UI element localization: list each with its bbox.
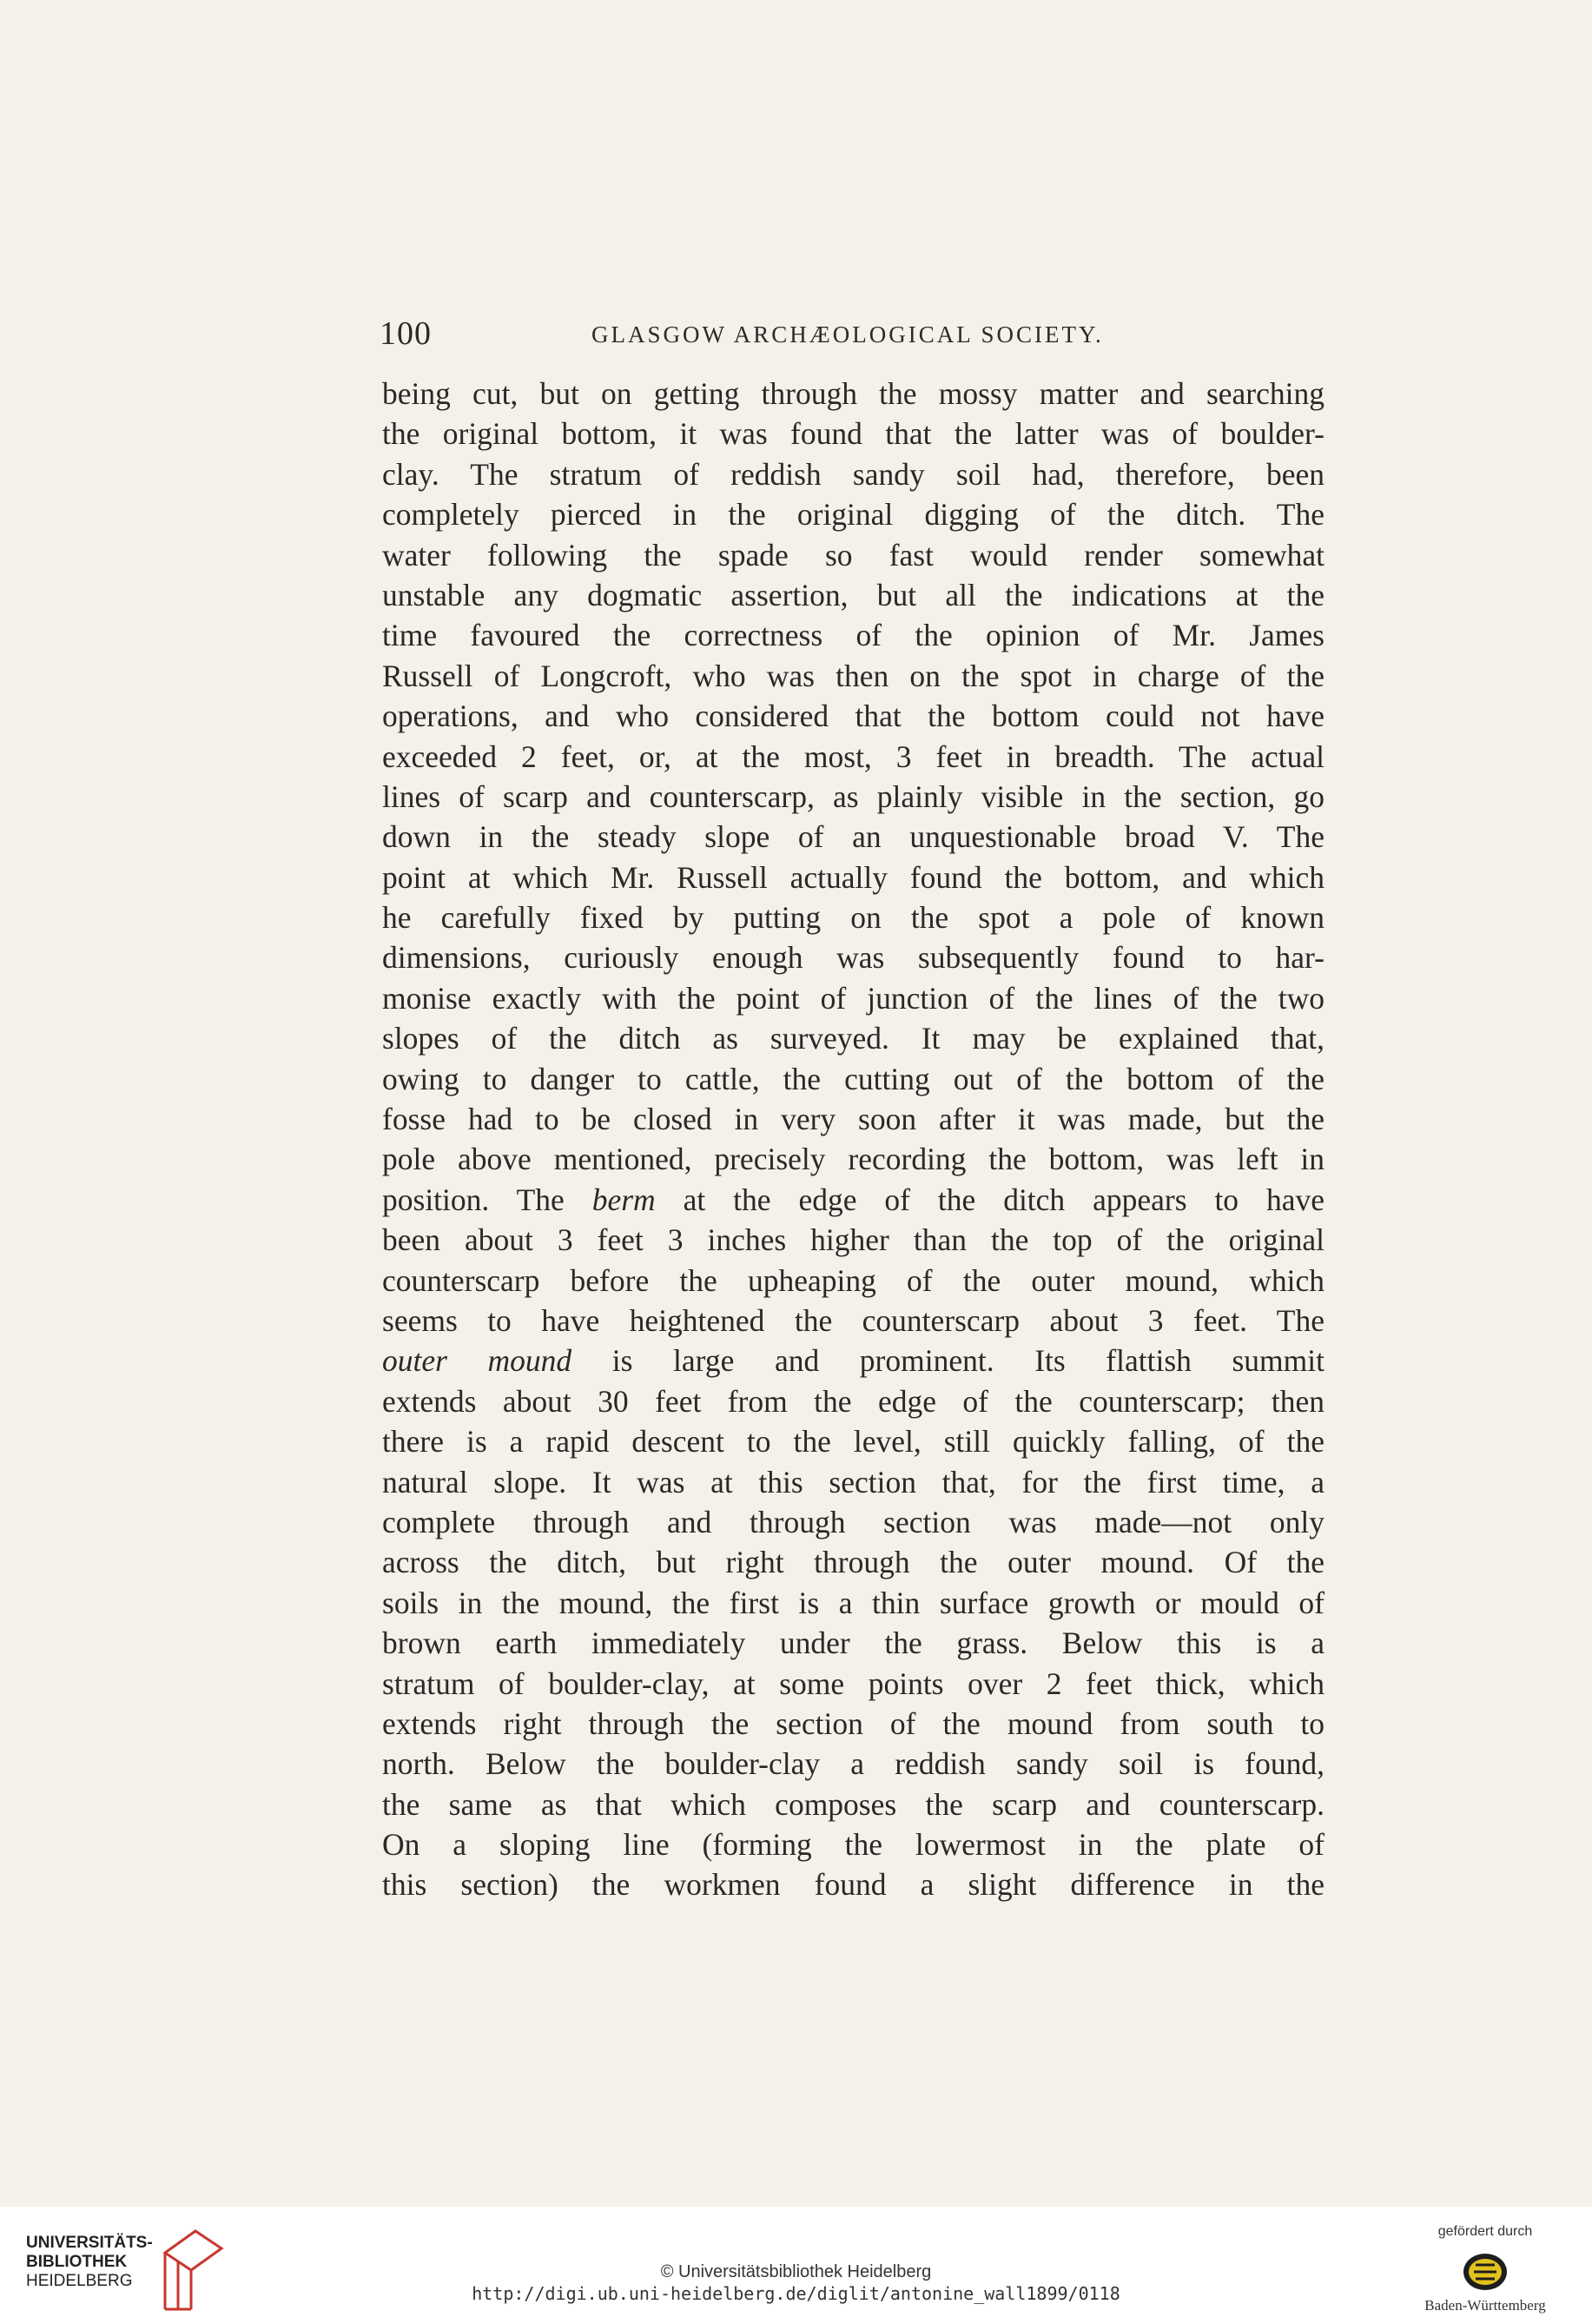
funder-name: Baden-Württemberg [1424,2297,1546,2314]
text-segment: at the edge of the ditch appears to have [683,1182,1324,1217]
copyright-notice: © Universitätsbibliothek Heidelberg [660,2262,932,2281]
text-line: pole above mentioned, precisely recording the bottom, was left in [382,1142,1324,1177]
text-line: the original bottom, it was found that the latter was of boulder- [382,416,1324,452]
text-segment: position. The [382,1182,565,1217]
text-line: down in the steady slope of an unquestionable broad V. The [382,819,1324,855]
text-line: the same as that which composes the scarp and counterscarp. [382,1786,1324,1822]
text-line: stratum of boulder-clay, at some points over 2 feet thick, which [382,1665,1324,1701]
text-line: lines of scarp and counterscarp, as plainly visible in the section, go [382,778,1324,814]
text-line: clay. The stratum of reddish sandy soil had, therefore, been [382,456,1324,492]
page-header [380,315,1324,358]
permalink[interactable]: http://digi.ub.uni-heidelberg.de/diglit/antonine_wall1899/0118 [472,2283,1120,2304]
text-line: natural slope. It was at this section that, for the first time, a [382,1464,1324,1500]
text-line: soils in the mound, the first is a thin surface growth or mould of [382,1585,1324,1620]
text-line: owing to danger to cattle, the cutting out of the bottom of the [382,1061,1324,1096]
text-line: slopes of the ditch as surveyed. It may be explained that, [382,1021,1324,1056]
text-line: complete through and through section was made—not only [382,1504,1324,1539]
text-line: brown earth immediately under the grass. Below this is a [382,1625,1324,1661]
text-line: fosse had to be closed in very soon after it was made, but the [382,1102,1324,1137]
italic-term-berm: berm [591,1182,656,1217]
text-line: Russell of Longcroft, who was then on the spot in charge of the [382,658,1324,693]
text-line-mixed [382,1180,1324,1220]
text-line: On a sloping line (forming the lowermost in the plate of [382,1827,1324,1863]
coat-of-arms-icon [1462,2252,1509,2292]
text-segment: is large and prominent. Its flattish summit [611,1343,1324,1379]
text-line: time favoured the correctness of the opinion of Mr. James [382,618,1324,653]
text-line: unstable any dogmatic assertion, but all the indications at the [382,577,1324,612]
text-line: extends about 30 feet from the edge of the counterscarp; then [382,1383,1324,1419]
text-line: completely pierced in the original digging of the ditch. The [382,497,1324,533]
funder-credit [1398,2224,1572,2314]
text-line: north. Below the boulder-clay a reddish sandy soil is found, [382,1746,1324,1782]
text-line: he carefully fixed by putting on the spot a pole of known [382,900,1324,936]
text-line-mixed [382,1341,1324,1380]
text-line: operations, and who considered that the bottom could not have [382,699,1324,734]
text-line: monise exactly with the point of junction of the lines of the two [382,980,1324,1016]
library-name-line: UNIVERSITÄTS- [26,2234,153,2252]
text-line: this section) the workmen found a slight difference in the [382,1867,1324,1903]
text-line: been about 3 feet 3 inches higher than the top of the original [382,1222,1324,1258]
text-line: exceeded 2 feet, or, at the most, 3 feet in breadth. The actual [382,738,1324,774]
text-line: point at which Mr. Russell actually found the bottom, and which [382,859,1324,895]
text-line: across the ditch, but right through the outer mound. Of the [382,1545,1324,1580]
funder-label: gefördert durch [1437,2224,1533,2239]
library-name-line: HEIDELBERG [26,2272,133,2290]
page-number: 100 [380,315,432,352]
text-line: there is a rapid descent to the level, still quickly falling, of the [382,1424,1324,1460]
text-line: being cut, but on getting through the mossy matter and searching [382,376,1324,411]
text-line: extends right through the section of the mound from south to [382,1705,1324,1741]
body-text [382,374,1324,1905]
text-line: seems to have heightened the counterscarp about 3 feet. The [382,1302,1324,1338]
text-line: dimensions, curiously enough was subsequently found to har- [382,940,1324,976]
library-name-line: BIBLIOTHEK [26,2253,128,2271]
italic-term-outer-mound: outer mound [382,1343,572,1379]
text-line: counterscarp before the upheaping of the outer mound, which [382,1262,1324,1298]
text-line: water following the spade so fast would render somewhat [382,537,1324,573]
running-head: GLASGOW ARCHÆOLOGICAL SOCIETY. [591,321,1104,348]
